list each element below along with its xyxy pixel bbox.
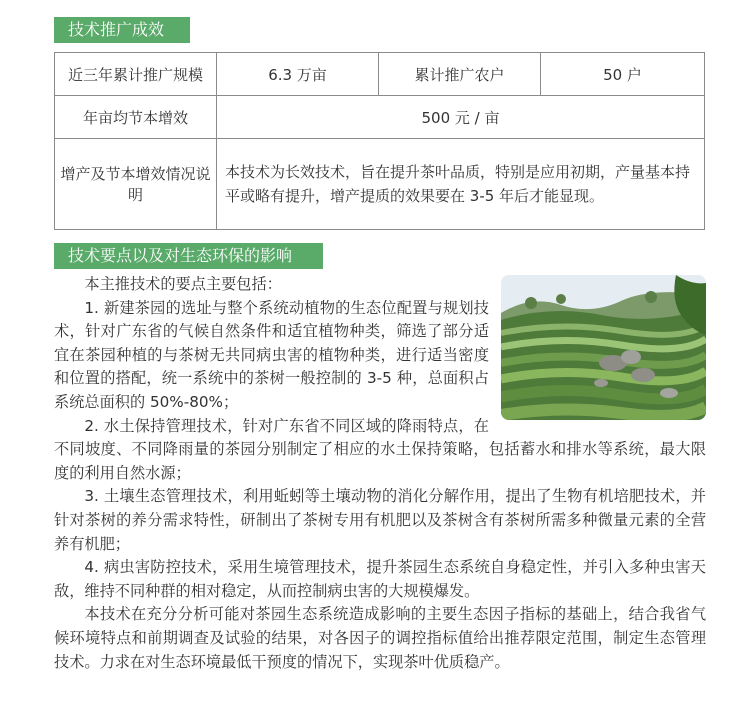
table-cell-label: 年亩均节本增效	[55, 96, 217, 139]
paragraph-point-1: 1. 新建茶园的选址与整个系统动植物的生态位配置与规划技术，针对广东省的气候自然条件和适宜植物种类，筛选了部分适宜在茶园种植的与茶树无共同病虫害的植物种类，进行适当密度和位置的搭配，统一系统中的茶树一般控制的 3-5 种，总面积占系统总面积的 50%-80%；	[54, 298, 489, 411]
paragraph-point-2: 2. 水土保持管理技术，针对广东省不同区域的降雨特点，在不同坡度、不同降雨量的茶园分别制定了相应的水土保持策略，包括蓄水和排水等系统，最大限度的利用自然水源；	[54, 416, 706, 482]
table-row	[55, 139, 705, 230]
table-cell-description: 本技术为长效技术，旨在提升茶叶品质，特别是应用初期，产量基本持平或略有提升，增产提质的效果要在 3-5 年后才能显现。	[217, 139, 705, 230]
tea-garden-photo	[501, 275, 706, 420]
paragraph-summary: 本技术在充分分析可能对茶园生态系统造成影响的主要生态因子指标的基础上，结合我省气候环境特点和前期调查及试验的结果，对各因子的调控指标值给出推荐限定范围，制定生态管理技术。力求在对生态环境最低干预度的情况下，实现茶叶优质稳产。	[54, 605, 706, 671]
table-cell-label: 累计推广农户	[379, 53, 541, 96]
section-title-results: 技术推广成效	[54, 17, 190, 43]
paragraph-point-4: 4. 病虫害防控技术，采用生境管理技术，提升茶园生态系统自身稳定性，并引入多种虫害天敌，维持不同种群的相对稳定，从而控制病虫害的大规模爆发。	[54, 558, 706, 600]
tea-garden-illustration	[501, 275, 706, 420]
table-cell-value: 6.3 万亩	[217, 53, 379, 96]
table-cell-value: 500 元 / 亩	[217, 96, 705, 139]
table-row	[55, 96, 705, 139]
results-table	[54, 52, 705, 230]
section-title-key-points: 技术要点以及对生态环保的影响	[54, 243, 323, 269]
paragraph-intro: 本主推技术的要点主要包括：	[84, 275, 282, 293]
table-cell-value: 50 户	[541, 53, 705, 96]
table-cell-label: 近三年累计推广规模	[55, 53, 217, 96]
paragraph-point-3: 3. 土壤生态管理技术，利用蚯蚓等土壤动物的消化分解作用，提出了生物有机培肥技术，并针对茶树的养分需求特性，研制出了茶树专用有机肥以及茶树含有茶树所需多种微量元素的全营养有机肥；	[54, 487, 706, 553]
table-row	[55, 53, 705, 96]
table-cell-label: 增产及节本增效情况说明	[55, 139, 217, 230]
key-points-body	[54, 273, 706, 674]
